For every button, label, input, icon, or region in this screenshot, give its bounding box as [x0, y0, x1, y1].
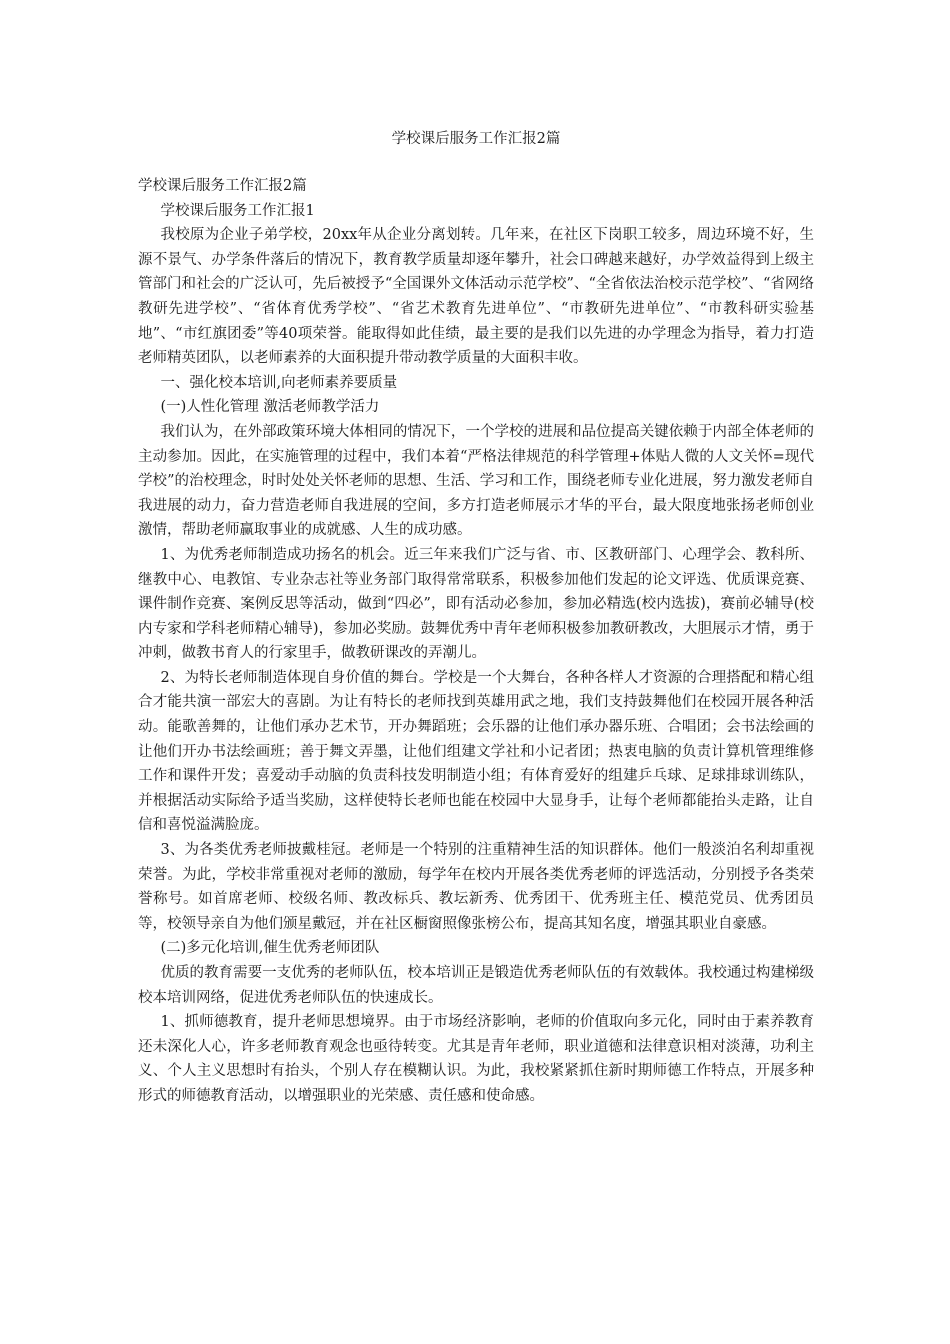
paragraph: 一、强化校本培训,向老师素养要质量: [160, 374, 398, 391]
paragraph: 2、为特长老师制造体现自身价值的舞台。学校是一个大舞台，各种各样人才资源的合理搭配和精心组合才能共演一部宏大的喜剧。为让有特长的老师找到英雄用武之地，我们支持鼓舞他们在校园开展各种活动。能歌善舞的，让他们承办艺术节，开办舞蹈班；会乐器的让他们承办器乐班、合唱团；会书法绘画的让他们开办书法绘画班；善于舞文弄墨，让他们组建文学社和小记者团；热衷电脑的负责计算机管理维修工作和课件开发；喜爱动手动脑的负责科技发明制造小组；有体育爱好的组建乒乓球、足球排球训练队，并根据活动实际给予适当奖励，这样使特长老师也能在校园中大显身手，让每个老师都能抬头走路，让自信和喜悦溢满脸庞。: [138, 669, 814, 834]
paragraph: 3、为各类优秀老师披戴桂冠。老师是一个特别的注重精神生活的知识群体。他们一般淡泊名利却重视荣誉。为此，学校非常重视对老师的激励，每学年在校内开展各类优秀老师的评选活动，分别授予各类荣誉称号。如首席老师、校级名师、教改标兵、教坛新秀、优秀团干、优秀班主任、模范党员、优秀团员等，校领导亲自为他们颁星戴冠，并在社区橱窗照像张榜公布，提高其知名度，增强其职业自豪感。: [138, 842, 814, 932]
paragraph: 我们认为，在外部政策环境大体相同的情况下，一个学校的进展和品位提高关键依赖于内部全体老师的主动参加。因此，在实施管理的过程中，我们本着“严格法律规范的科学管理+体贴人微的人文关怀=现代学校”的治校理念，时时处处关怀老师的思想、生活、学习和工作，围绕老师专业化进展，努力激发老师自我进展的动力，奋力营造老师自我进展的空间，多方打造老师展示才华的平台，最大限度地张扬老师创业激情，帮助老师赢取事业的成就感、人生的成功感。: [138, 423, 814, 539]
document-title: 学校课后服务工作汇报2篇: [391, 131, 561, 147]
paragraph: (二)多元化培训,催生优秀老师团队: [160, 940, 380, 957]
paragraph: (一)人性化管理 激活老师教学活力: [160, 399, 380, 416]
paragraph: 学校课后服务工作汇报2篇: [138, 178, 307, 194]
paragraph: 优质的教育需要一支优秀的老师队伍，校本培训正是锻造优秀老师队伍的有效载体。我校通过构建梯级校本培训网络，促进优秀老师队伍的快速成长。: [138, 965, 814, 1006]
document-body: [138, 174, 814, 1109]
paragraph: 1、抓师德教育，提升老师思想境界。由于市场经济影响，老师的价值取向多元化，同时由于素养教育还未深化人心，许多老师教育观念也亟待转变。尤其是青年老师，职业道德和法律意识相对淡薄，功利主义、个人主义思想时有抬头，个别人存在模糊认识。为此，我校紧紧抓住新时期师德工作特点，开展多种形式的师德教育活动，以增强职业的光荣感、责任感和使命感。: [138, 1014, 814, 1104]
paragraph: 学校课后服务工作汇报1: [160, 202, 315, 219]
paragraph: 1、为优秀老师制造成功扬名的机会。近三年来我们广泛与省、市、区教研部门、心理学会、教科所、继教中心、电教馆、专业杂志社等业务部门取得常常联系，积极参加他们发起的论文评选、优质课竞赛、课件制作竞赛、案例反思等活动，做到“四必”，即有活动必参加，参加必精选(校内选拔)，赛前必辅导(校内专家和学科老师精心辅导)，参加必奖励。鼓舞优秀中青年老师积极参加教研教改，大胆展示才情，勇于冲刺，做教书育人的行家里手，做教研课改的弄潮儿。: [138, 546, 814, 662]
paragraph: 我校原为企业子弟学校，20xx年从企业分离划转。几年来，在社区下岗职工较多，周边环境不好，生源不景气、办学条件落后的情况下，教育教学质量却逐年攀升，社会口碑越来越好，办学效益得到上级主管部门和社会的广泛认可，先后被授予“全国课外文体活动示范学校”、“全省依法治校示范学校”、“省网络教研先进学校”、“省体育优秀学校”、“省艺术教育先进单位”、“市教研先进单位”、“市教科研实验基地”、“市红旗团委”等40项荣誉。能取得如此佳绩，最主要的是我们以先进的办学理念为指导，着力打造老师精英团队，以老师素养的大面积提升带动教学质量的大面积丰收。: [138, 227, 814, 367]
